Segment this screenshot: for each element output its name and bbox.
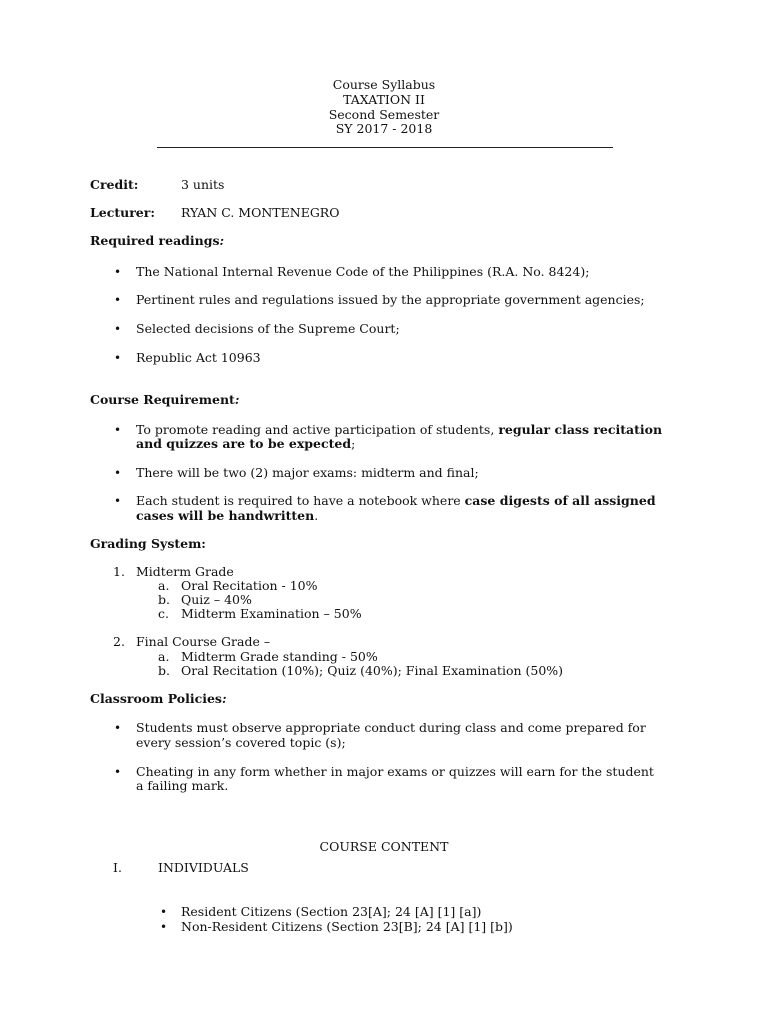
- content-item: Non-Resident Citizens (Section 23[B]; 24 [A] [1] [b]): [181, 919, 513, 934]
- grading-sub-letter: c.: [158, 606, 169, 621]
- requirement-item-3-line2: cases will be handwritten.: [136, 508, 319, 523]
- requirements-heading: Course Requirement:: [90, 392, 240, 407]
- policy-item-1-line2: every session’s covered topic (s);: [136, 735, 346, 750]
- grading-heading: Grading System:: [90, 536, 206, 551]
- grading-midterm-title: Midterm Grade: [136, 564, 234, 579]
- doc-header-line4: SY 2017 - 2018: [335, 121, 433, 136]
- lecturer-label: Lecturer:: [90, 205, 155, 220]
- doc-header-line1: Course Syllabus: [332, 77, 436, 92]
- requirement-item-3-line1: Each student is required to have a notebook where case digests of all assigned: [136, 493, 656, 508]
- grading-num: 2.: [113, 634, 125, 649]
- doc-header-line3: Second Semester: [328, 107, 440, 122]
- bullet-icon: •: [114, 765, 122, 779]
- requirement-item-1-line1: To promote reading and active participation of students, regular class recitation: [136, 422, 663, 437]
- reading-item: The National Internal Revenue Code of the Philippines (R.A. No. 8424);: [136, 264, 590, 279]
- bullet-icon: •: [114, 494, 122, 508]
- section-num: I.: [113, 860, 122, 875]
- credit-value: 3 units: [181, 177, 225, 192]
- grading-sub-item: Midterm Grade standing - 50%: [181, 649, 378, 664]
- bullet-icon: •: [114, 721, 122, 735]
- lecturer-value: RYAN C. MONTENEGRO: [181, 205, 340, 220]
- grading-final-title: Final Course Grade –: [136, 634, 271, 649]
- bullet-icon: •: [114, 351, 122, 365]
- policy-item-1-line1: Students must observe appropriate conduct during class and come prepared for: [136, 720, 646, 735]
- policies-heading: Classroom Policies:: [90, 691, 227, 706]
- bullet-icon: •: [114, 466, 122, 480]
- grading-sub-letter: b.: [158, 592, 170, 607]
- bullet-icon: •: [114, 423, 122, 437]
- reading-item: Selected decisions of the Supreme Court;: [136, 321, 400, 336]
- requirement-item-1-line2: and quizzes are to be expected;: [136, 436, 356, 451]
- requirement-item-2: There will be two (2) major exams: midterm and final;: [136, 465, 479, 480]
- policy-item-2-line1: Cheating in any form whether in major exams or quizzes will earn for the student: [136, 764, 654, 779]
- grading-sub-item: Oral Recitation - 10%: [181, 578, 318, 593]
- grading-sub-letter: b.: [158, 663, 170, 678]
- grading-sub-letter: a.: [158, 649, 170, 664]
- bullet-icon: •: [160, 905, 168, 919]
- grading-num: 1.: [113, 564, 125, 579]
- header-rule: [157, 147, 613, 148]
- reading-item: Republic Act 10963: [136, 350, 261, 365]
- bullet-icon: •: [160, 920, 168, 934]
- bullet-icon: •: [114, 265, 122, 279]
- section-title: INDIVIDUALS: [158, 860, 249, 875]
- grading-sub-item: Midterm Examination – 50%: [181, 606, 362, 621]
- policy-item-2-line2: a failing mark.: [136, 778, 229, 793]
- readings-heading: Required readings:: [90, 233, 225, 248]
- grading-sub-letter: a.: [158, 578, 170, 593]
- bullet-icon: •: [114, 322, 122, 336]
- credit-label: Credit:: [90, 177, 139, 192]
- bullet-icon: •: [114, 293, 122, 307]
- reading-item: Pertinent rules and regulations issued by the appropriate government agencies;: [136, 292, 645, 307]
- doc-header-line2: TAXATION II: [343, 92, 425, 107]
- grading-sub-item: Quiz – 40%: [181, 592, 252, 607]
- content-item: Resident Citizens (Section 23[A]; 24 [A] [1] [a]): [181, 904, 482, 919]
- grading-sub-item: Oral Recitation (10%); Quiz (40%); Final Examination (50%): [181, 663, 564, 678]
- course-content-heading: COURSE CONTENT: [319, 839, 449, 854]
